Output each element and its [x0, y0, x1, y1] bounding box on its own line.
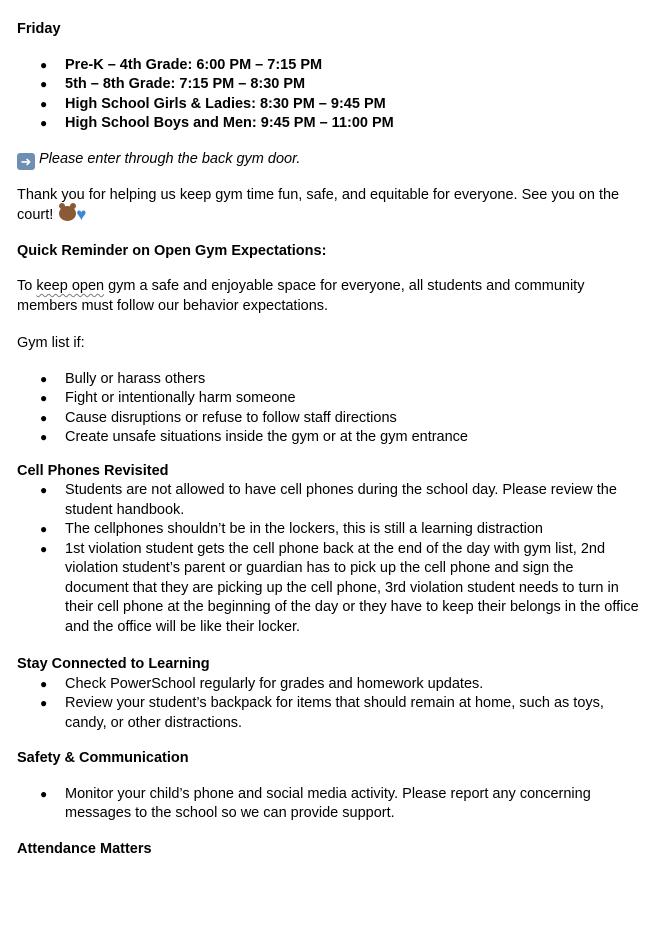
attendance-heading: Attendance Matters: [17, 840, 152, 857]
intro-part1: To: [17, 278, 37, 294]
list-item: ● Monitor your child’s phone and social media activity. Please report any concerning messages to the school so we can provide support.: [17, 785, 640, 824]
schedule-item: ● High School Girls & Ladies: 8:30 PM – 9:45 PM: [17, 95, 640, 115]
list-item: ● Check PowerSchool regularly for grades and homework updates.: [17, 675, 640, 695]
list-item: ● Fight or intentionally harm someone: [17, 389, 640, 409]
cell-phones-heading: Cell Phones Revisited: [17, 462, 169, 479]
list-item: ● 1st violation student gets the cell phone back at the end of the day with gym list, 2nd violation student’s parent or guardian has to pick up the cell phone and sign the document that they are picking up the cell phone, 3rd violation student needs to turn in their cell phone at the beginning of the day or they have to keep their belongs in the office and the office will be like their locker.: [17, 540, 640, 638]
expectations-heading: Quick Reminder on Open Gym Expectations:: [17, 242, 327, 259]
schedule-item: ● High School Boys and Men: 9:45 PM – 11:00 PM: [17, 114, 640, 134]
friday-schedule-list: [17, 56, 640, 134]
thanks-text: Thank you for helping us keep gym time fun, safe, and equitable for everyone. See you on the court!: [17, 186, 620, 223]
friday-heading: Friday: [17, 21, 61, 37]
safety-list: [17, 785, 640, 824]
list-item: ● The cellphones shouldn’t be in the lockers, this is still a learning distraction: [17, 520, 640, 540]
door-note-text: Please enter through the back gym door.: [39, 150, 301, 167]
spellcheck-underlined-text[interactable]: keep open: [36, 278, 105, 294]
list-item: ● Bully or harass others: [17, 370, 640, 390]
list-item: ● Students are not allowed to have cell phones during the school day. Please review the student handbook.: [17, 481, 640, 520]
learning-list: [17, 675, 640, 734]
bear-face-icon: [59, 206, 76, 221]
cell-phones-list: [17, 481, 640, 637]
gym-list-reasons: [17, 370, 640, 448]
schedule-item: ● Pre-K – 4th Grade: 6:00 PM – 7:15 PM: [17, 56, 640, 76]
gym-list-label: Gym list if:: [17, 335, 85, 351]
intro-part2: gym a safe and enjoyable space for everyone, all students and community members must follow our behavior expectations.: [17, 278, 585, 314]
schedule-item: ● 5th – 8th Grade: 7:15 PM – 8:30 PM: [17, 75, 640, 95]
blue-heart-icon: ♥: [76, 205, 87, 224]
door-note: [17, 150, 640, 170]
list-item: ● Cause disruptions or refuse to follow staff directions: [17, 409, 640, 429]
right-arrow-icon: ➜: [17, 153, 35, 170]
learning-heading: Stay Connected to Learning: [17, 656, 210, 672]
safety-heading: Safety & Communication: [17, 750, 189, 766]
list-item: ● Create unsafe situations inside the gym or at the gym entrance: [17, 428, 640, 448]
thanks-paragraph: [17, 186, 640, 226]
expectations-intro: [17, 277, 640, 316]
list-item: ● Review your student’s backpack for items that should remain at home, such as toys, candy, or other distractions.: [17, 694, 640, 733]
